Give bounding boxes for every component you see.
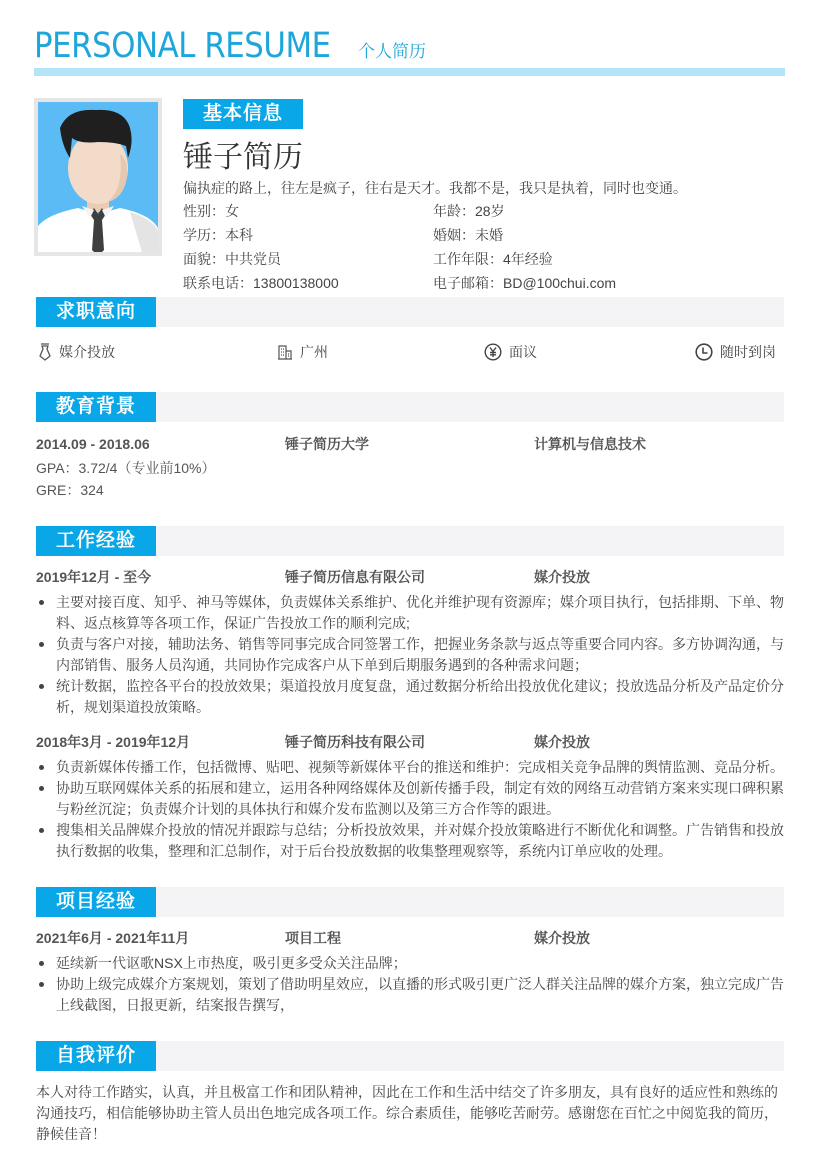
work-role: 媒介投放 <box>534 734 590 750</box>
job-intent-row <box>36 340 784 364</box>
section-header-self-eval <box>36 1041 784 1071</box>
list-item: 主要对接百度、知乎、神马等媒体，负责媒体关系维护、优化并维护现有资源库；媒介项目执行，包括排期、下单、物料、返点核算等各项工作，保证广告投放工作的顺利完成; <box>36 592 786 634</box>
education-major: 计算机与信息技术 <box>534 436 646 452</box>
intent-salary <box>484 340 537 364</box>
info-row <box>183 223 683 247</box>
info-row <box>183 199 683 223</box>
avatar <box>38 102 158 252</box>
project-bullets <box>36 953 786 1016</box>
section-header-work <box>36 526 784 556</box>
intent-city <box>277 340 328 364</box>
list-item: 协助互联网媒体关系的拓展和建立，运用各种网络媒体及创新传播手段，制定有效的网络互动营销方案来实现口碑积累与粉丝沉淀；负责媒介计划的具体执行和媒介发布监测以及第三方合作等的跟进。 <box>36 778 786 820</box>
intent-availability <box>695 340 776 364</box>
section-header-education <box>36 392 784 422</box>
intent-availability-label: 随时到岗 <box>720 344 776 360</box>
list-item: 负责与客户对接，辅助法务、销售等同事完成合同签署工作，把握业务条款与返点等重要合同内容。多方协调沟通，与内部销售、服务人员沟通，共同协作完成客户从下单到后期服务遇到的各种需求问题； <box>36 634 786 676</box>
intent-city-label: 广州 <box>300 344 328 360</box>
project-role: 媒介投放 <box>534 930 590 946</box>
education-entry-header <box>36 433 784 455</box>
list-item: 搜集相关品牌媒介投放的情况并跟踪与总结；分析投放效果，并对媒介投放策略进行不断优化和调整。广告销售和投放执行数据的收集，整理和汇总制作，对于后台投放数据的收集整理观察等，系统内订单应收的处理。 <box>36 820 786 862</box>
basic-info-grid <box>183 199 683 295</box>
project-entry-header <box>36 927 784 949</box>
education-gre: GRE：324 <box>36 482 104 498</box>
work-period: 2019年12月 - 至今 <box>36 569 152 585</box>
project-period: 2021年6月 - 2021年11月 <box>36 930 190 946</box>
info-email: 电子邮箱：BD@100chui.com <box>433 275 617 291</box>
info-row <box>183 247 683 271</box>
section-tag-work: 工作经验 <box>36 526 156 556</box>
work-company: 锤子简历科技有限公司 <box>285 734 425 750</box>
project-name: 项目工程 <box>285 930 341 946</box>
clock-icon <box>695 343 713 361</box>
list-item: 统计数据，监控各平台的投放效果；渠道投放月度复盘，通过数据分析给出投放优化建议；投放选品分析及产品定价分析，规划渠道投放策略。 <box>36 676 786 718</box>
candidate-motto: 偏执症的路上，往左是疯子，往右是天才。我都不是，我只是执着，同时也变通。 <box>183 180 687 196</box>
info-work-years: 工作年限：4年经验 <box>433 251 553 267</box>
list-item: 协助上级完成媒介方案规划，策划了借助明星效应，以直播的形式吸引更广泛人群关注品牌的媒介方案，独立完成广告上线截图，日报更新，结案报告撰写， <box>36 974 786 1016</box>
info-phone: 联系电话：13800138000 <box>183 275 339 291</box>
section-tag-self-eval: 自我评价 <box>36 1041 156 1071</box>
tie-icon <box>38 343 52 361</box>
intent-position-label: 媒介投放 <box>59 344 115 360</box>
self-eval-text: 本人对待工作踏实，认真，并且极富工作和团队精神，因此在工作和生活中结交了许多朋友，具有良好的适应性和熟练的沟通技巧，相信能够协助主管人员出色地完成各项工作。综合素质佳，能够吃苦耐劳。感谢您在百忙之中阅览我的简历，静候佳音！ <box>36 1084 778 1142</box>
section-tag-job-intent: 求职意向 <box>36 297 156 327</box>
info-marital: 婚姻：未婚 <box>433 227 503 243</box>
intent-salary-label: 面议 <box>509 344 537 360</box>
title-chinese: 个人简历 <box>358 42 426 61</box>
candidate-name: 锤子简历 <box>183 141 303 174</box>
yuan-icon <box>484 343 502 361</box>
building-icon <box>277 344 293 360</box>
work-bullets <box>36 757 786 862</box>
education-period: 2014.09 - 2018.06 <box>36 436 150 452</box>
section-tag-projects: 项目经验 <box>36 887 156 917</box>
avatar-illustration-icon <box>38 102 158 252</box>
info-education: 学历：本科 <box>183 227 253 243</box>
header-divider-bar <box>34 68 785 76</box>
title-english: PERSONAL RESUME <box>34 26 331 66</box>
work-entry-header <box>36 731 784 753</box>
info-age: 年龄：28岁 <box>433 203 505 219</box>
section-tag-basic-info: 基本信息 <box>183 99 303 129</box>
list-item: 延续新一代讴歌NSX上市热度，吸引更多受众关注品牌； <box>36 953 786 974</box>
list-item: 负责新媒体传播工作，包括微博、贴吧、视频等新媒体平台的推送和维护：完成相关竞争品牌的舆情监测、竞品分析。 <box>36 757 786 778</box>
section-header-job-intent <box>36 297 784 327</box>
section-tag-education: 教育背景 <box>36 392 156 422</box>
work-period: 2018年3月 - 2019年12月 <box>36 734 191 750</box>
info-row <box>183 271 683 295</box>
work-bullets <box>36 592 786 718</box>
section-header-projects <box>36 887 784 917</box>
education-school: 锤子简历大学 <box>285 436 369 452</box>
page-title <box>34 26 426 70</box>
intent-position <box>38 340 115 364</box>
work-company: 锤子简历信息有限公司 <box>285 569 425 585</box>
info-gender: 性别：女 <box>183 203 239 219</box>
avatar-frame <box>34 98 162 256</box>
education-gpa: GPA：3.72/4（专业前10%） <box>36 460 216 476</box>
work-role: 媒介投放 <box>534 569 590 585</box>
work-entry-header <box>36 566 784 588</box>
info-political: 面貌：中共党员 <box>183 251 281 267</box>
